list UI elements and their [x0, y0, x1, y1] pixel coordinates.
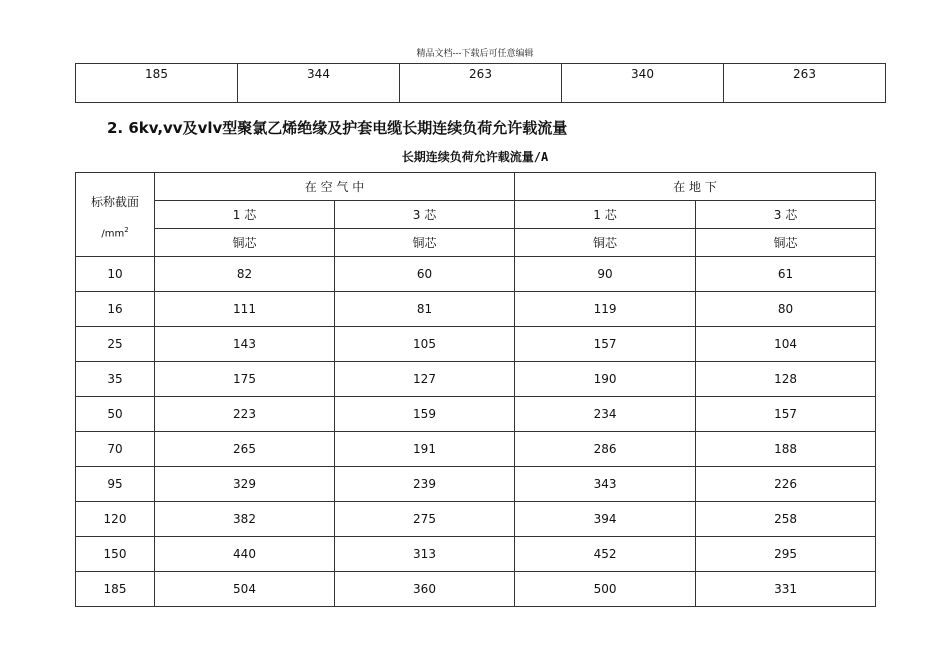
- table-row: [76, 432, 876, 467]
- table-cell: 185: [76, 64, 238, 103]
- value-cell: 119: [515, 292, 696, 327]
- value-cell: 234: [515, 397, 696, 432]
- continued-table-row: [75, 63, 886, 103]
- ampacity-table: [75, 172, 876, 607]
- material-header: 铜芯: [515, 229, 696, 257]
- material-header: 铜芯: [696, 229, 876, 257]
- value-cell: 175: [155, 362, 335, 397]
- value-cell: 360: [335, 572, 515, 607]
- value-cell: 223: [155, 397, 335, 432]
- value-cell: 61: [696, 257, 876, 292]
- value-cell: 286: [515, 432, 696, 467]
- table-header-row: [76, 229, 876, 257]
- value-cell: 188: [696, 432, 876, 467]
- table-row: [76, 327, 876, 362]
- table-caption: 长期连续负荷允许载流量/A: [401, 150, 549, 164]
- table-row: [76, 362, 876, 397]
- value-cell: 128: [696, 362, 876, 397]
- value-cell: 343: [515, 467, 696, 502]
- value-cell: 500: [515, 572, 696, 607]
- value-cell: 226: [696, 467, 876, 502]
- value-cell: 265: [155, 432, 335, 467]
- material-header: 铜芯: [155, 229, 335, 257]
- value-cell: 258: [696, 502, 876, 537]
- table-row: [76, 292, 876, 327]
- size-cell: 16: [76, 292, 155, 327]
- table-header-row: [76, 201, 876, 229]
- value-cell: 111: [155, 292, 335, 327]
- size-unit: $/mm^2$: [101, 226, 129, 240]
- core-header: 1 芯: [515, 201, 696, 229]
- table-header-row: [76, 173, 876, 201]
- core-header: 1 芯: [155, 201, 335, 229]
- table-row: [76, 502, 876, 537]
- size-header: 标称截面: [90, 195, 139, 209]
- material-header: 铜芯: [335, 229, 515, 257]
- size-cell: 10: [76, 257, 155, 292]
- table-row: [76, 467, 876, 502]
- size-header-cell: [76, 173, 155, 257]
- value-cell: 440: [155, 537, 335, 572]
- table-row: [76, 64, 886, 103]
- value-cell: 331: [696, 572, 876, 607]
- value-cell: 104: [696, 327, 876, 362]
- value-cell: 157: [696, 397, 876, 432]
- size-cell: 120: [76, 502, 155, 537]
- table-row: [76, 572, 876, 607]
- size-cell: 35: [76, 362, 155, 397]
- value-cell: 504: [155, 572, 335, 607]
- table-row: [76, 537, 876, 572]
- value-cell: 313: [335, 537, 515, 572]
- value-cell: 90: [515, 257, 696, 292]
- value-cell: 82: [155, 257, 335, 292]
- size-cell: 70: [76, 432, 155, 467]
- value-cell: 191: [335, 432, 515, 467]
- group-ground-header: 在 地 下: [515, 173, 876, 201]
- core-header: 3 芯: [696, 201, 876, 229]
- value-cell: 127: [335, 362, 515, 397]
- value-cell: 239: [335, 467, 515, 502]
- value-cell: 159: [335, 397, 515, 432]
- value-cell: 81: [335, 292, 515, 327]
- value-cell: 329: [155, 467, 335, 502]
- page-header: 精品文档---下载后可任意编辑: [416, 49, 534, 59]
- value-cell: 60: [335, 257, 515, 292]
- value-cell: 80: [696, 292, 876, 327]
- value-cell: 157: [515, 327, 696, 362]
- value-cell: 394: [515, 502, 696, 537]
- size-cell: 185: [76, 572, 155, 607]
- table-row: [76, 257, 876, 292]
- group-air-header: 在 空 气 中: [155, 173, 515, 201]
- core-header: 3 芯: [335, 201, 515, 229]
- size-cell: 50: [76, 397, 155, 432]
- value-cell: 275: [335, 502, 515, 537]
- table-row: [76, 397, 876, 432]
- value-cell: 190: [515, 362, 696, 397]
- table-cell: 263: [724, 64, 886, 103]
- size-cell: 150: [76, 537, 155, 572]
- value-cell: 143: [155, 327, 335, 362]
- size-cell: 25: [76, 327, 155, 362]
- size-cell: 95: [76, 467, 155, 502]
- value-cell: 105: [335, 327, 515, 362]
- table-cell: 340: [562, 64, 724, 103]
- value-cell: 382: [155, 502, 335, 537]
- value-cell: 452: [515, 537, 696, 572]
- section-title: 2. 6kv,vv及vlv型聚氯乙烯绝缘及护套电缆长期连续负荷允许载流量: [107, 119, 568, 137]
- table-cell: 263: [400, 64, 562, 103]
- table-cell: 344: [238, 64, 400, 103]
- value-cell: 295: [696, 537, 876, 572]
